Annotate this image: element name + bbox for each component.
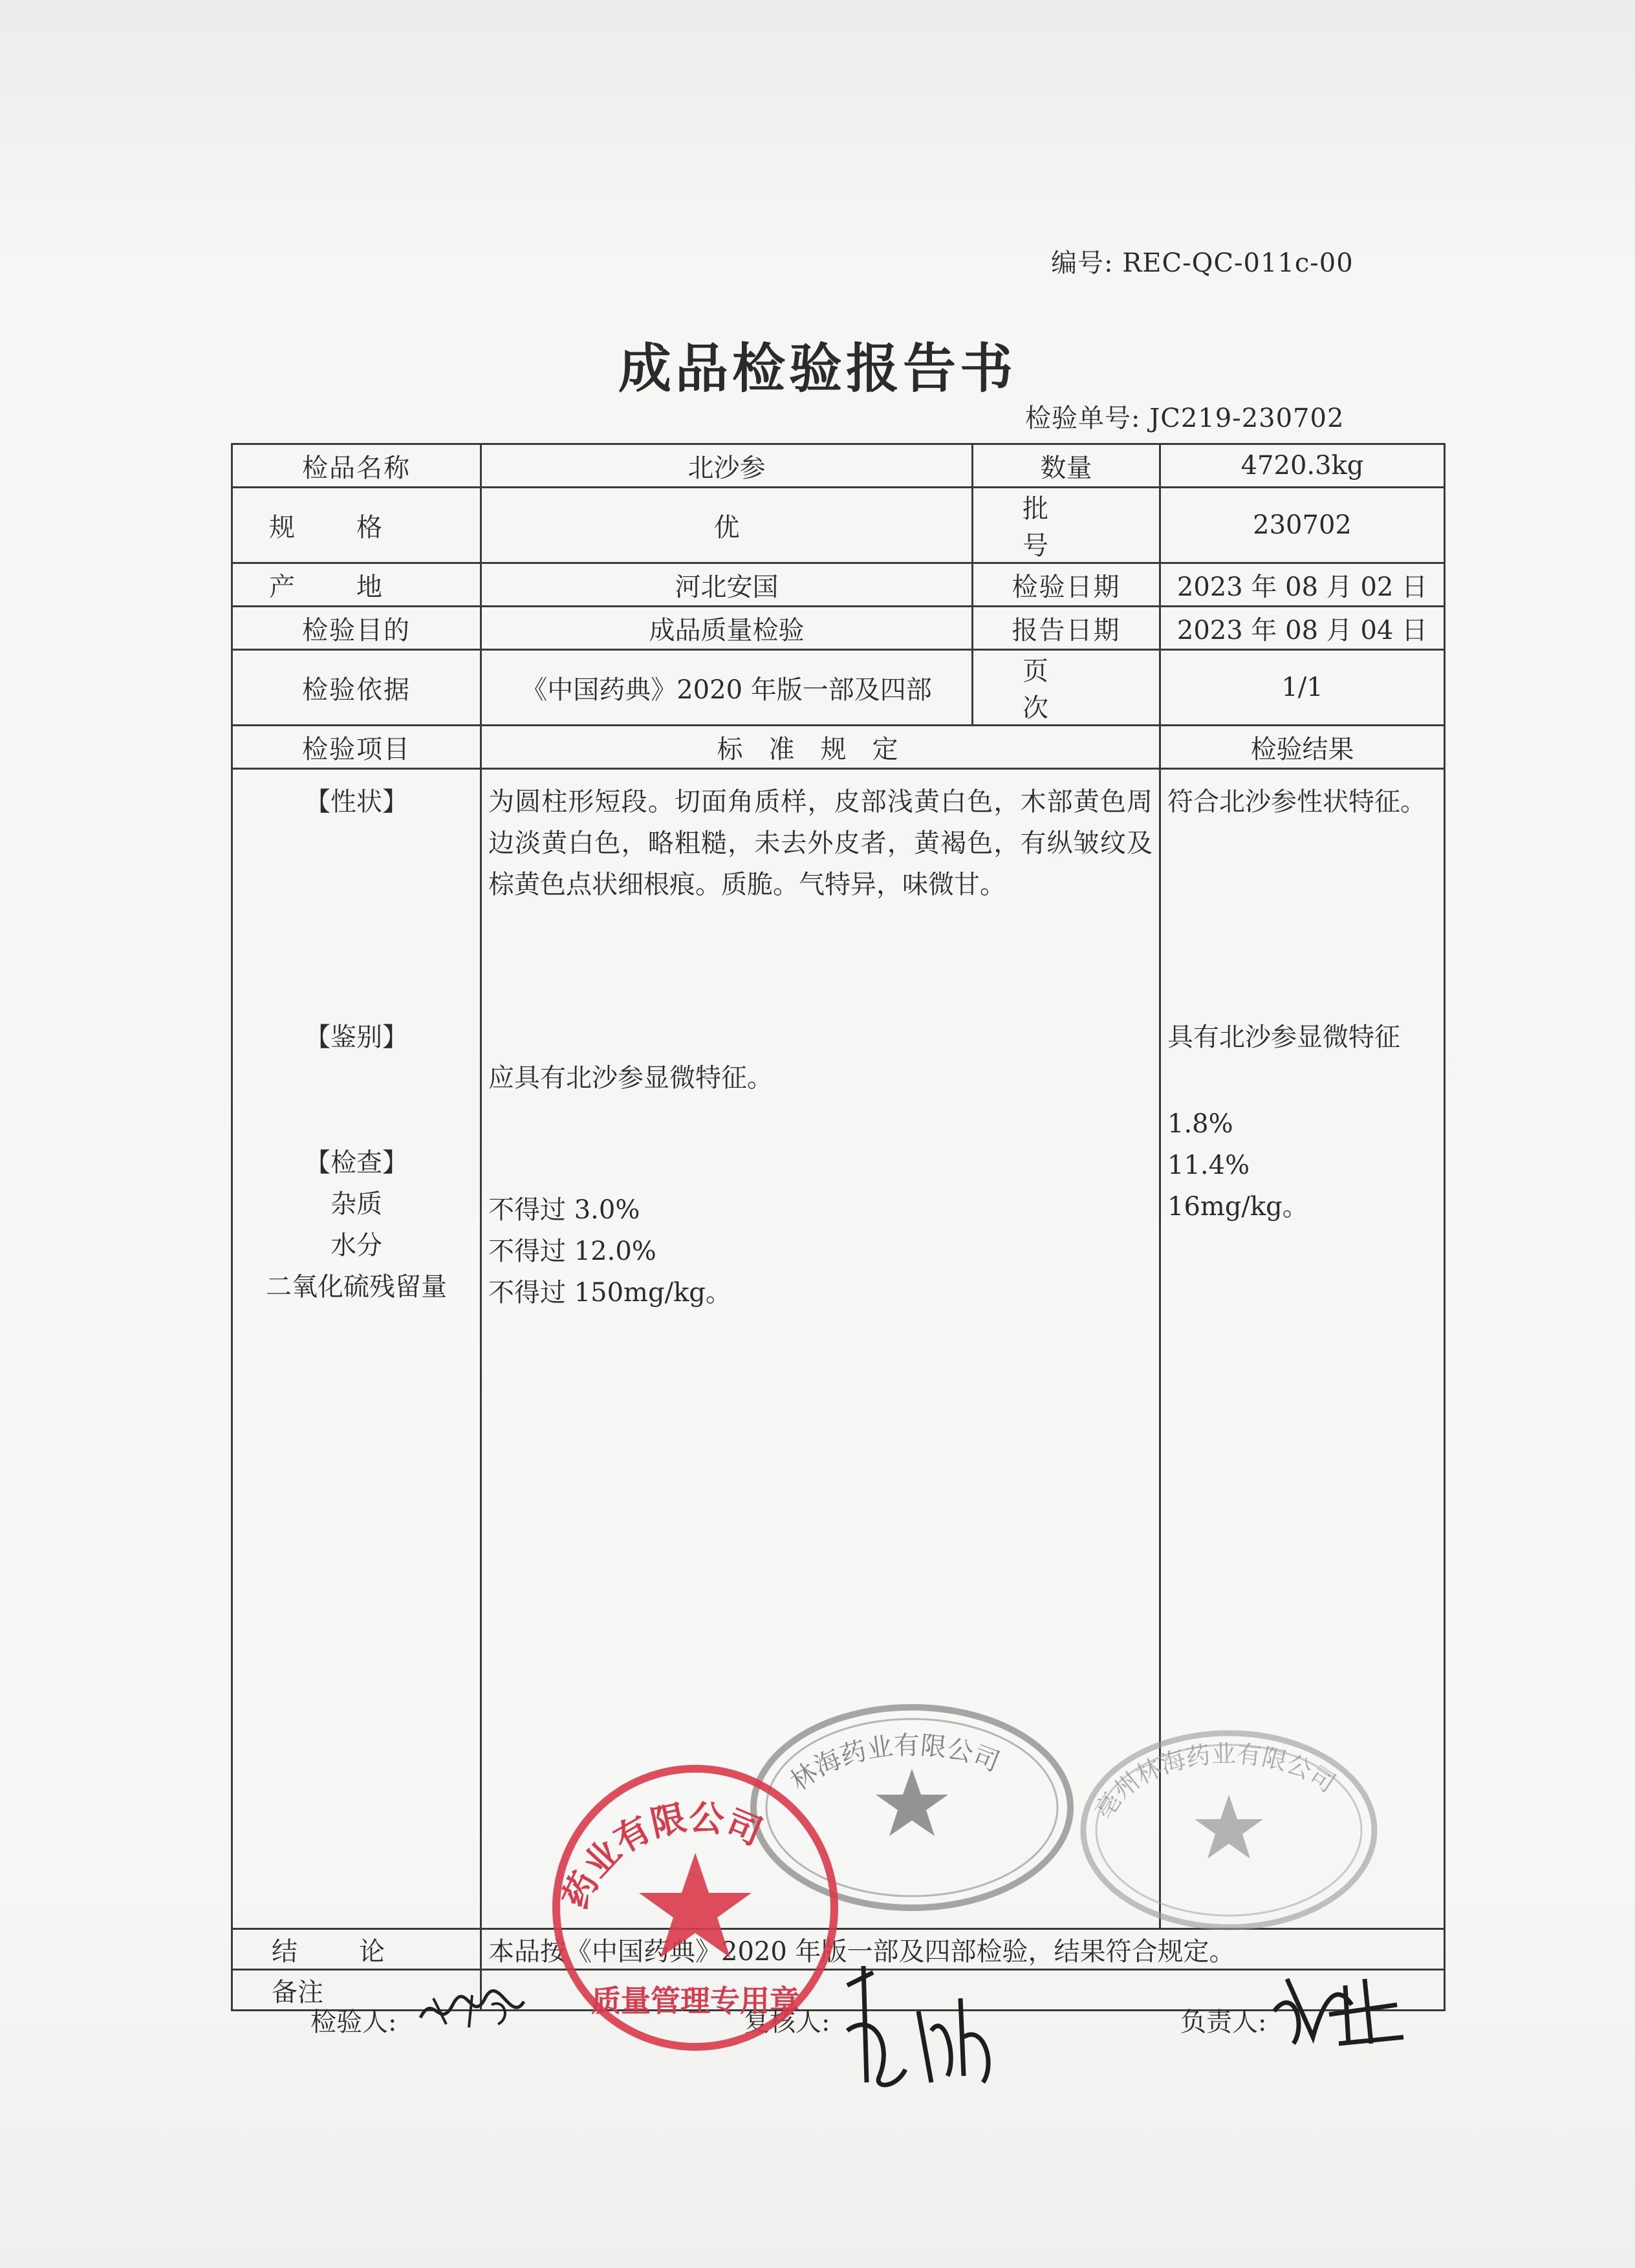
impurity-standard: 不得过 3.0% bbox=[488, 1195, 640, 1225]
test-items-cell bbox=[232, 769, 481, 1929]
inspection-section-title: 【检查】 bbox=[305, 1148, 408, 1178]
moisture-item-name: 水分 bbox=[330, 1231, 382, 1260]
responsible-label: 负责人: bbox=[1180, 2007, 1267, 2037]
remarks-label: 备注 bbox=[232, 1970, 481, 2011]
origin-label: 产地 bbox=[232, 563, 481, 607]
items-column-header: 检验项目 bbox=[232, 726, 481, 769]
row-basis bbox=[232, 650, 1445, 726]
character-section-title: 【性状】 bbox=[305, 787, 408, 817]
impurity-item-name: 杂质 bbox=[330, 1189, 382, 1219]
basis-label: 检验依据 bbox=[232, 650, 481, 726]
row-purpose bbox=[232, 607, 1445, 650]
spec-label: 规格 bbox=[232, 488, 481, 563]
sulfur-dioxide-standard: 不得过 150mg/kg。 bbox=[488, 1278, 731, 1308]
standard-column-header: 标准规定 bbox=[481, 726, 1160, 769]
character-result-text: 符合北沙参性状特征。 bbox=[1167, 787, 1426, 817]
svg-text:林海药业有限公司: 林海药业有限公司 bbox=[785, 1731, 1004, 1797]
report-date-value: 2023 年 08 月 04 日 bbox=[1160, 607, 1445, 650]
row-origin bbox=[232, 563, 1445, 607]
identification-result-text: 具有北沙参显微特征 bbox=[1167, 1022, 1400, 1052]
batch-label: 批号 bbox=[973, 488, 1160, 563]
document-number: 编号: REC-QC-011c-00 bbox=[1051, 248, 1354, 278]
character-standard-text: 为圆柱形短段。切面角质样，皮部浅黄白色，木部黄色周边淡黄白色，略粗糙，未去外皮者，黄褐色，有纵皱纹及棕黄色点状细根痕。质脆。气特异，味微甘。 bbox=[488, 787, 1153, 900]
reviewer-handwritten-signature bbox=[834, 1960, 1002, 2102]
row-column-headers bbox=[232, 726, 1445, 769]
product-name-label: 检品名称 bbox=[232, 444, 481, 488]
report-date-label: 报告日期 bbox=[973, 607, 1160, 650]
sulfur-dioxide-result: 16mg/kg。 bbox=[1167, 1192, 1308, 1222]
batch-value: 230702 bbox=[1160, 488, 1445, 563]
origin-value: 河北安国 bbox=[481, 563, 973, 607]
purpose-value: 成品质量检验 bbox=[481, 607, 973, 650]
quantity-label: 数量 bbox=[973, 444, 1160, 488]
reviewer-label: 复核人: bbox=[744, 2007, 830, 2037]
purpose-label: 检验目的 bbox=[232, 607, 481, 650]
identification-standard-text: 应具有北沙参显微特征。 bbox=[488, 1063, 773, 1093]
conclusion-label: 结论 bbox=[232, 1929, 481, 1970]
row-spec bbox=[232, 488, 1445, 563]
basis-value: 《中国药典》2020 年版一部及四部 bbox=[481, 650, 973, 726]
test-date-label: 检验日期 bbox=[973, 563, 1160, 607]
page-label: 页次 bbox=[973, 650, 1160, 726]
conclusion-value: 本品按《中国药典》2020 年版一部及四部检验，结果符合规定。 bbox=[481, 1929, 1445, 1970]
report-number: 检验单号: JC219-230702 bbox=[1025, 404, 1345, 433]
quantity-value: 4720.3kg bbox=[1160, 444, 1445, 488]
svg-text:质量管理专用章: 质量管理专用章 bbox=[591, 1983, 799, 2018]
impurity-result: 1.8% bbox=[1167, 1109, 1233, 1139]
result-column-header: 检验结果 bbox=[1160, 726, 1445, 769]
inspector-label: 检验人: bbox=[310, 2007, 397, 2037]
moisture-result: 11.4% bbox=[1167, 1150, 1250, 1180]
sulfur-dioxide-item-name: 二氧化硫残留量 bbox=[266, 1272, 447, 1302]
company-seal-gray-2 bbox=[1074, 1723, 1384, 1937]
spec-value: 优 bbox=[481, 488, 973, 563]
svg-text:亳州林海药业有限公司: 亳州林海药业有限公司 bbox=[1089, 1739, 1341, 1824]
row-product-name bbox=[232, 444, 1445, 488]
page-value: 1/1 bbox=[1160, 650, 1445, 726]
quality-management-red-seal bbox=[543, 1756, 847, 2060]
report-title: 成品检验报告书 bbox=[618, 338, 1017, 400]
svg-text:药业有限公司: 药业有限公司 bbox=[554, 1797, 768, 1915]
test-date-value: 2023 年 08 月 02 日 bbox=[1160, 563, 1445, 607]
inspector-handwritten-signature bbox=[414, 1979, 530, 2037]
responsible-handwritten-signature bbox=[1268, 1966, 1416, 2057]
moisture-standard: 不得过 12.0% bbox=[488, 1237, 656, 1266]
product-name-value: 北沙参 bbox=[481, 444, 973, 488]
identification-section-title: 【鉴别】 bbox=[305, 1022, 408, 1052]
